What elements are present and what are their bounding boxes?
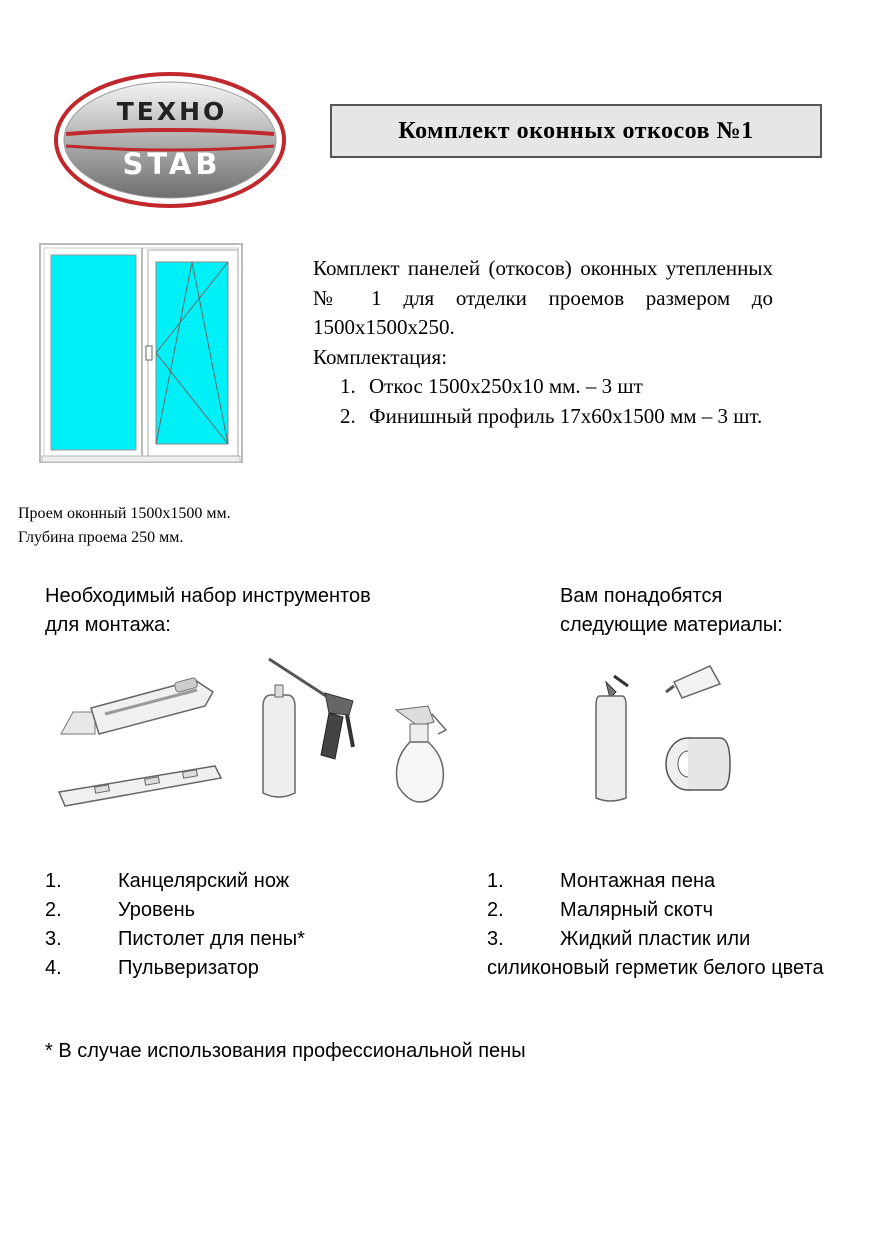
logo-line1: ТЕХНО	[116, 97, 228, 126]
list-item-number: 1.	[45, 870, 62, 892]
materials-heading	[560, 582, 850, 640]
tools-heading	[45, 582, 465, 640]
foam-gun-image	[255, 655, 365, 803]
kit-description	[313, 254, 773, 431]
list-item-label: Малярный скотч	[560, 899, 714, 921]
list-item-continuation: силиконовый герметик белого цвета	[487, 957, 824, 979]
spray-bottle-image	[388, 700, 454, 804]
opening-depth: Глубина проема 250 мм.	[18, 529, 184, 546]
list-item-number: 3.	[487, 928, 504, 950]
kit-intro: Комплект панелей (откосов) оконных утепленных № 1 для отделки проемов размером до 1500х1500х250.	[313, 256, 773, 339]
list-item	[45, 896, 445, 925]
opening-size: Проем оконный 1500х1500 мм.	[18, 505, 231, 522]
page-title-text: Комплект оконных откосов №1	[398, 117, 754, 144]
kit-label: Комплектация:	[313, 344, 448, 369]
kit-item: 1. Откос 1500х250х10 мм. – 3 шт	[361, 372, 773, 402]
list-item-number: 1.	[487, 870, 504, 892]
technostab-logo	[52, 70, 288, 210]
list-item-label: Пульверизатор	[118, 957, 259, 979]
list-item-number: 4.	[45, 957, 62, 979]
list-item-label: Канцелярский нож	[118, 870, 290, 892]
page-title	[330, 104, 822, 158]
list-item-label: Уровень	[118, 899, 196, 921]
sealant-tube-image	[658, 660, 728, 706]
list-item-number: 3.	[45, 928, 62, 950]
list-item-label: Жидкий пластик или	[560, 928, 751, 950]
window-illustration	[38, 242, 244, 464]
list-item	[45, 925, 445, 954]
list-item-label: Монтажная пена	[560, 870, 716, 892]
materials-list	[487, 867, 827, 983]
logo-line2: STAB	[122, 147, 222, 181]
footnote: * В случае использования профессиональной пены	[45, 1040, 526, 1062]
kit-item: 2. Финишный профиль 17х60х1500 мм – 3 шт.	[361, 402, 773, 432]
list-item-label: Пистолет для пены*	[118, 928, 305, 950]
list-item-number: 2.	[487, 899, 504, 921]
list-item	[45, 954, 445, 983]
materials-heading-line2: следующие материалы:	[560, 614, 783, 636]
list-item	[487, 867, 827, 896]
tools-heading-line2: для монтажа:	[45, 614, 171, 636]
list-item	[487, 896, 827, 925]
list-item	[45, 867, 445, 896]
list-item-number: 2.	[45, 899, 62, 921]
opening-info	[18, 502, 231, 550]
materials-heading-line1: Вам понадобятся	[560, 585, 723, 607]
kit-items-list	[313, 372, 773, 431]
tools-heading-line1: Необходимый набор инструментов	[45, 585, 371, 607]
masking-tape-image	[660, 730, 734, 796]
utility-knife-image	[55, 672, 217, 742]
mounting-foam-image	[588, 672, 638, 804]
level-image	[55, 760, 225, 810]
tools-list	[45, 867, 445, 983]
list-item	[487, 925, 827, 954]
